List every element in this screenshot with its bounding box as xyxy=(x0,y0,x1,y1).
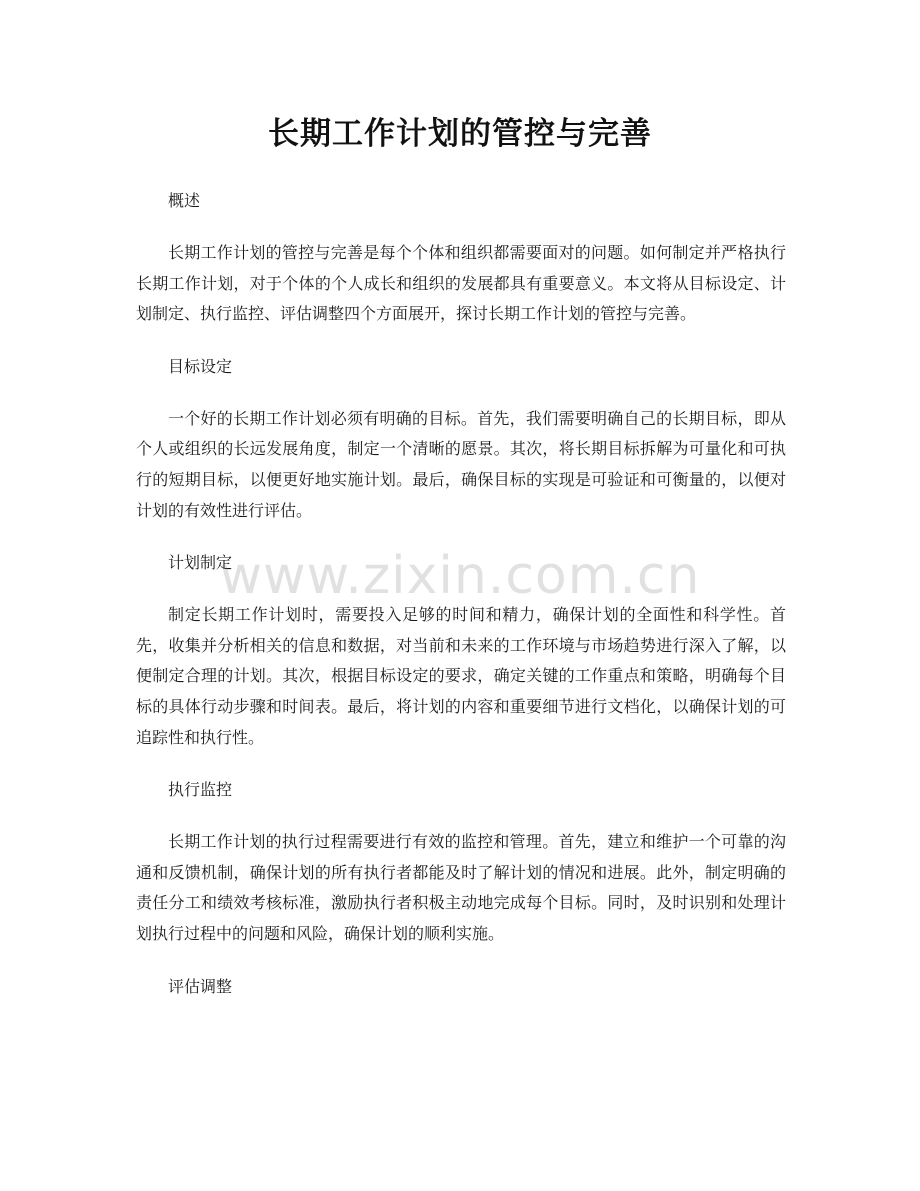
section-paragraph-goal-setting: 一个好的长期工作计划必须有明确的目标。首先，我们需要明确自己的长期目标，即从个人或组织的长远发展角度，制定一个清晰的愿景。其次，将长期目标拆解为可量化和可执行的短期目标，以便更好地实施计划。最后，确保目标的实现是可验证和可衡量的，以便对计划的有效性进行评估。 xyxy=(136,408,786,520)
section-heading-overview: 概述 xyxy=(168,191,201,210)
section-paragraph-overview: 长期工作计划的管控与完善是每个个体和组织都需要面对的问题。如何制定并严格执行长期工作计划，对于个体的个人成长和组织的发展都具有重要意义。本文将从目标设定、计划制定、执行监控、评估调整四个方面展开，探讨长期工作计划的管控与完善。 xyxy=(136,243,786,324)
document-body xyxy=(136,186,786,1024)
section-paragraph-plan-making: 制定长期工作计划时，需要投入足够的时间和精力，确保计划的全面性和科学性。首先，收集并分析相关的信息和数据，对当前和未来的工作环境与市场趋势进行深入了解，以便制定合理的计划。其次，根据目标设定的要求，确定关键的工作重点和策略，明确每个目标的具体行动步骤和时间表。最后，将计划的内容和重要细节进行文档化，以确保计划的可追踪性和执行性。 xyxy=(136,605,786,747)
section-heading-goal-setting: 目标设定 xyxy=(168,356,233,376)
section-heading-plan-making: 计划制定 xyxy=(168,553,233,573)
document-title: 长期工作计划的管控与完善 xyxy=(268,116,652,152)
section-heading-evaluation-adjustment: 评估调整 xyxy=(168,976,233,996)
watermark-text: www.zixin.com.cn xyxy=(219,546,701,606)
section-heading-execution-monitoring: 执行监控 xyxy=(168,780,233,800)
section-paragraph-execution-monitoring: 长期工作计划的执行过程需要进行有效的监控和管理。首先，建立和维护一个可靠的沟通和反馈机制，确保计划的所有执行者都能及时了解计划的情况和进展。此外，制定明确的责任分工和绩效考核标准，激励执行者积极主动地完成每个目标。同时，及时识别和处理计划执行过程中的问题和风险，确保计划的顺利实施。 xyxy=(136,832,786,943)
